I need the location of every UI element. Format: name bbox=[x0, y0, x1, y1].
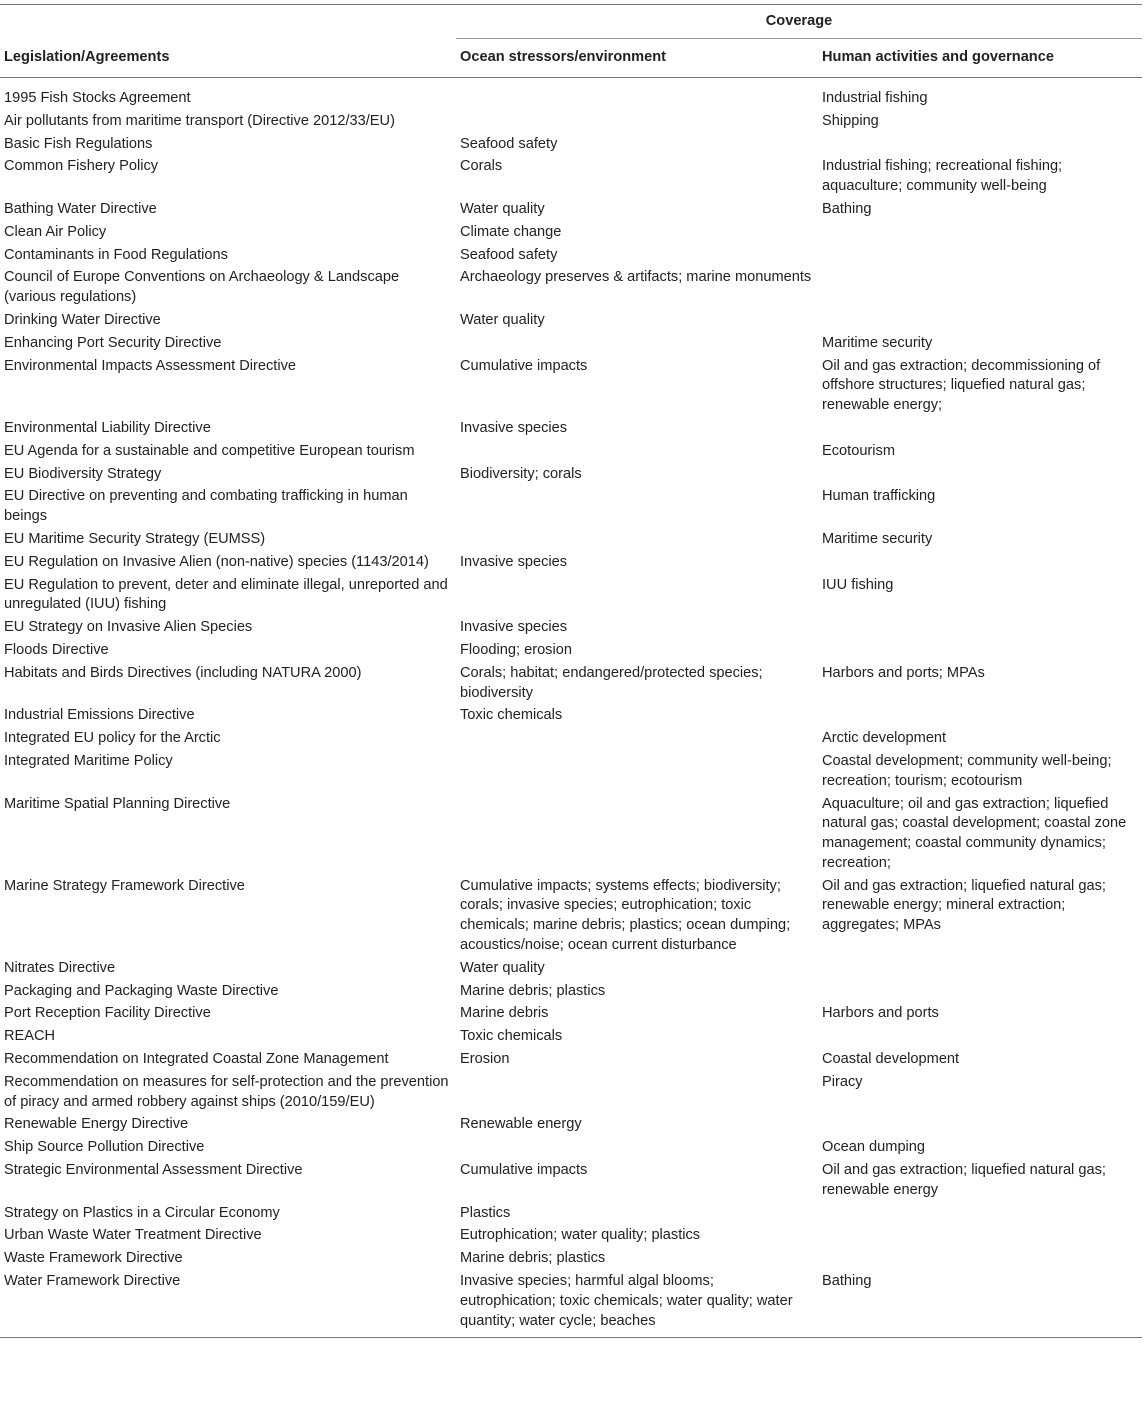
table-row bbox=[0, 640, 1142, 663]
cell-human-activities: Ecotourism bbox=[822, 442, 895, 459]
table-row bbox=[0, 356, 1142, 418]
cell-legislation: Urban Waste Water Treatment Directive bbox=[4, 1227, 262, 1244]
cell-legislation: Clean Air Policy bbox=[4, 223, 107, 240]
cell-legislation: EU Regulation on Invasive Alien (non-native) species (1143/2014) bbox=[4, 553, 429, 570]
cell-human-activities: Bathing bbox=[822, 200, 872, 217]
cell-ocean-stressors: Erosion bbox=[460, 1051, 510, 1068]
cell-human-activities: Shipping bbox=[822, 112, 879, 129]
cell-legislation: EU Strategy on Invasive Alien Species bbox=[4, 619, 253, 636]
cell-human-activities: Bathing bbox=[822, 1273, 872, 1290]
cell-legislation: Packaging and Packaging Waste Directive bbox=[4, 982, 279, 999]
cell-legislation: Strategy on Plastics in a Circular Economy bbox=[4, 1204, 280, 1221]
cell-human-activities bbox=[818, 958, 1142, 981]
cell-legislation: Contaminants in Food Regulations bbox=[4, 246, 228, 263]
cell-human-activities: Oil and gas extraction; liquefied natural gas; renewable energy bbox=[822, 1162, 1106, 1198]
table-row bbox=[0, 78, 1142, 111]
cell-human-activities bbox=[818, 1248, 1142, 1271]
column-header-human-activities: Human activities and governance bbox=[818, 39, 1142, 78]
cell-human-activities: Arctic development bbox=[822, 730, 947, 747]
table-row bbox=[0, 134, 1142, 157]
cell-legislation: Council of Europe Conventions on Archaeology & Landscape (various regulations) bbox=[4, 269, 400, 306]
cell-ocean-stressors: Invasive species; harmful algal blooms; eutrophication; toxic chemicals; water quality; water quantity; water cycle; beaches bbox=[460, 1273, 793, 1329]
cell-ocean-stressors bbox=[456, 333, 818, 356]
cell-legislation: EU Directive on preventing and combating trafficking in human beings bbox=[4, 488, 408, 525]
cell-legislation: Integrated EU policy for the Arctic bbox=[4, 730, 221, 747]
cell-legislation: Basic Fish Regulations bbox=[4, 135, 153, 152]
table-body bbox=[0, 78, 1142, 1338]
table-header bbox=[0, 5, 1142, 78]
cell-ocean-stressors: Cumulative impacts; systems effects; biodiversity; corals; invasive species; eutrophication; toxic chemicals; marine debris; plastics; ocean dumping; acoustics/noise; ocean current disturbance bbox=[460, 877, 791, 954]
cell-ocean-stressors: Biodiversity; corals bbox=[460, 465, 582, 482]
table-row bbox=[0, 156, 1142, 199]
cell-legislation: Nitrates Directive bbox=[4, 959, 116, 976]
table-row bbox=[0, 794, 1142, 876]
legislation-coverage-table bbox=[0, 4, 1142, 1338]
cell-ocean-stressors: Marine debris; plastics bbox=[460, 982, 606, 999]
cell-legislation: 1995 Fish Stocks Agreement bbox=[4, 90, 191, 106]
cell-ocean-stressors: Plastics bbox=[460, 1204, 511, 1221]
table-row bbox=[0, 1225, 1142, 1248]
cell-ocean-stressors: Eutrophication; water quality; plastics bbox=[460, 1227, 701, 1244]
table-row bbox=[0, 1137, 1142, 1160]
column-header-ocean-stressors: Ocean stressors/environment bbox=[456, 39, 818, 78]
cell-ocean-stressors: Invasive species bbox=[460, 619, 568, 636]
cell-ocean-stressors bbox=[456, 728, 818, 751]
table-row bbox=[0, 958, 1142, 981]
cell-ocean-stressors bbox=[456, 78, 818, 111]
cell-legislation: Drinking Water Directive bbox=[4, 311, 161, 328]
cell-legislation: Habitats and Birds Directives (including NATURA 2000) bbox=[4, 664, 362, 681]
cell-human-activities: IUU fishing bbox=[822, 576, 894, 593]
cell-legislation: Ship Source Pollution Directive bbox=[4, 1139, 205, 1156]
table-row bbox=[0, 222, 1142, 245]
cell-legislation: EU Regulation to prevent, deter and eliminate illegal, unreported and unregulated (IUU) fishing bbox=[4, 576, 448, 613]
cell-human-activities bbox=[818, 310, 1142, 333]
table-row bbox=[0, 333, 1142, 356]
cell-human-activities: Aquaculture; oil and gas extraction; liquefied natural gas; coastal development; coastal zone management; coastal community dynamics; recreation; bbox=[822, 795, 1127, 871]
cell-ocean-stressors: Water quality bbox=[460, 311, 545, 328]
header-columns-row bbox=[0, 39, 1142, 78]
table-row bbox=[0, 751, 1142, 794]
cell-legislation: Waste Framework Directive bbox=[4, 1250, 183, 1267]
cell-legislation: Marine Strategy Framework Directive bbox=[4, 877, 245, 894]
table-row bbox=[0, 1003, 1142, 1026]
cell-human-activities: Maritime security bbox=[822, 334, 933, 351]
cell-ocean-stressors: Cumulative impacts bbox=[460, 357, 588, 374]
table-row bbox=[0, 552, 1142, 575]
cell-ocean-stressors: Water quality bbox=[460, 200, 545, 217]
table-row bbox=[0, 1072, 1142, 1115]
cell-human-activities: Harbors and ports; MPAs bbox=[822, 664, 985, 681]
table-row bbox=[0, 728, 1142, 751]
cell-legislation: Environmental Liability Directive bbox=[4, 419, 211, 436]
cell-ocean-stressors: Seafood safety bbox=[460, 246, 558, 263]
table-row bbox=[0, 111, 1142, 134]
cell-ocean-stressors: Corals bbox=[460, 158, 503, 175]
table-row bbox=[0, 529, 1142, 552]
cell-human-activities: Maritime security bbox=[822, 530, 933, 547]
cell-legislation: Port Reception Facility Directive bbox=[4, 1005, 211, 1022]
table-row bbox=[0, 1203, 1142, 1226]
cell-ocean-stressors: Marine debris bbox=[460, 1005, 549, 1022]
cell-human-activities bbox=[818, 245, 1142, 268]
table-row bbox=[0, 1248, 1142, 1271]
table-row bbox=[0, 876, 1142, 958]
cell-legislation: EU Biodiversity Strategy bbox=[4, 465, 162, 482]
cell-ocean-stressors: Invasive species bbox=[460, 419, 568, 436]
cell-ocean-stressors bbox=[456, 486, 818, 529]
cell-legislation: Maritime Spatial Planning Directive bbox=[4, 795, 231, 812]
table-row bbox=[0, 418, 1142, 441]
cell-legislation: Floods Directive bbox=[4, 641, 109, 658]
cell-legislation: Recommendation on measures for self-protection and the prevention of piracy and armed robbery against ships (2010/159/EU) bbox=[4, 1073, 449, 1110]
table-row bbox=[0, 1271, 1142, 1338]
cell-human-activities bbox=[818, 222, 1142, 245]
cell-ocean-stressors bbox=[456, 441, 818, 464]
cell-human-activities: Industrial fishing bbox=[822, 90, 928, 106]
table-row bbox=[0, 575, 1142, 618]
coverage-group-header: Coverage bbox=[456, 5, 1142, 39]
cell-ocean-stressors bbox=[456, 794, 818, 876]
header-group-row bbox=[0, 5, 1142, 39]
cell-legislation: Recommendation on Integrated Coastal Zone Management bbox=[4, 1051, 389, 1068]
cell-legislation: REACH bbox=[4, 1028, 56, 1045]
cell-ocean-stressors: Invasive species bbox=[460, 553, 568, 570]
cell-legislation: Enhancing Port Security Directive bbox=[4, 334, 222, 351]
cell-ocean-stressors: Renewable energy bbox=[460, 1116, 582, 1133]
cell-human-activities: Industrial fishing; recreational fishing; aquaculture; community well-being bbox=[822, 158, 1063, 195]
cell-human-activities bbox=[818, 464, 1142, 487]
table-row bbox=[0, 486, 1142, 529]
cell-ocean-stressors: Archaeology preserves & artifacts; marine monuments bbox=[460, 269, 812, 286]
cell-human-activities bbox=[818, 1203, 1142, 1226]
cell-human-activities bbox=[818, 134, 1142, 157]
cell-human-activities bbox=[818, 617, 1142, 640]
table-row bbox=[0, 705, 1142, 728]
cell-human-activities: Oil and gas extraction; liquefied natural gas; renewable energy; mineral extraction; aggregates; MPAs bbox=[822, 877, 1106, 934]
cell-human-activities: Human trafficking bbox=[822, 488, 936, 505]
table-row bbox=[0, 199, 1142, 222]
cell-legislation: EU Agenda for a sustainable and competitive European tourism bbox=[4, 442, 415, 459]
cell-ocean-stressors: Cumulative impacts bbox=[460, 1162, 588, 1179]
cell-ocean-stressors: Flooding; erosion bbox=[460, 641, 572, 658]
legislation-table-container bbox=[0, 4, 1142, 1338]
cell-legislation: Integrated Maritime Policy bbox=[4, 752, 173, 769]
cell-ocean-stressors: Corals; habitat; endangered/protected species; biodiversity bbox=[460, 664, 763, 701]
table-row bbox=[0, 1160, 1142, 1203]
cell-human-activities bbox=[818, 552, 1142, 575]
cell-ocean-stressors bbox=[456, 529, 818, 552]
cell-ocean-stressors bbox=[456, 575, 818, 618]
cell-human-activities: Ocean dumping bbox=[822, 1139, 926, 1156]
table-row bbox=[0, 617, 1142, 640]
cell-ocean-stressors bbox=[456, 751, 818, 794]
cell-legislation: Air pollutants from maritime transport (Directive 2012/33/EU) bbox=[4, 112, 395, 129]
cell-legislation: EU Maritime Security Strategy (EUMSS) bbox=[4, 530, 266, 547]
cell-ocean-stressors bbox=[456, 1137, 818, 1160]
cell-legislation: Common Fishery Policy bbox=[4, 158, 159, 175]
cell-legislation: Water Framework Directive bbox=[4, 1273, 181, 1290]
column-header-legislation: Legislation/Agreements bbox=[0, 39, 456, 78]
cell-ocean-stressors: Toxic chemicals bbox=[460, 707, 563, 724]
table-row bbox=[0, 245, 1142, 268]
table-row bbox=[0, 441, 1142, 464]
table-row bbox=[0, 1114, 1142, 1137]
cell-human-activities: Piracy bbox=[822, 1073, 863, 1090]
cell-human-activities: Oil and gas extraction; decommissioning of offshore structures; liquefied natural gas; renewable energy; bbox=[822, 357, 1101, 414]
cell-legislation: Environmental Impacts Assessment Directive bbox=[4, 357, 296, 374]
table-row bbox=[0, 663, 1142, 706]
cell-ocean-stressors bbox=[456, 111, 818, 134]
cell-ocean-stressors: Seafood safety bbox=[460, 135, 558, 152]
cell-human-activities bbox=[818, 1225, 1142, 1248]
cell-legislation: Renewable Energy Directive bbox=[4, 1116, 189, 1133]
cell-ocean-stressors: Marine debris; plastics bbox=[460, 1250, 606, 1267]
cell-human-activities: Coastal development; community well-being; recreation; tourism; ecotourism bbox=[822, 752, 1112, 789]
cell-human-activities bbox=[818, 267, 1142, 310]
cell-ocean-stressors bbox=[456, 1072, 818, 1115]
cell-human-activities bbox=[818, 418, 1142, 441]
cell-ocean-stressors: Climate change bbox=[460, 223, 562, 240]
table-row bbox=[0, 267, 1142, 310]
cell-human-activities bbox=[818, 705, 1142, 728]
cell-legislation: Bathing Water Directive bbox=[4, 200, 157, 217]
table-row bbox=[0, 1026, 1142, 1049]
cell-human-activities bbox=[818, 1026, 1142, 1049]
table-row bbox=[0, 310, 1142, 333]
table-row bbox=[0, 464, 1142, 487]
cell-ocean-stressors: Toxic chemicals bbox=[460, 1028, 563, 1045]
cell-legislation: Industrial Emissions Directive bbox=[4, 707, 195, 724]
cell-human-activities bbox=[818, 981, 1142, 1004]
cell-human-activities: Harbors and ports bbox=[822, 1005, 939, 1022]
table-row bbox=[0, 981, 1142, 1004]
cell-human-activities bbox=[818, 1114, 1142, 1137]
header-spacer bbox=[0, 5, 456, 39]
cell-ocean-stressors: Water quality bbox=[460, 959, 545, 976]
cell-human-activities: Coastal development bbox=[822, 1051, 960, 1068]
table-row bbox=[0, 1049, 1142, 1072]
cell-legislation: Strategic Environmental Assessment Directive bbox=[4, 1162, 303, 1179]
cell-human-activities bbox=[818, 640, 1142, 663]
